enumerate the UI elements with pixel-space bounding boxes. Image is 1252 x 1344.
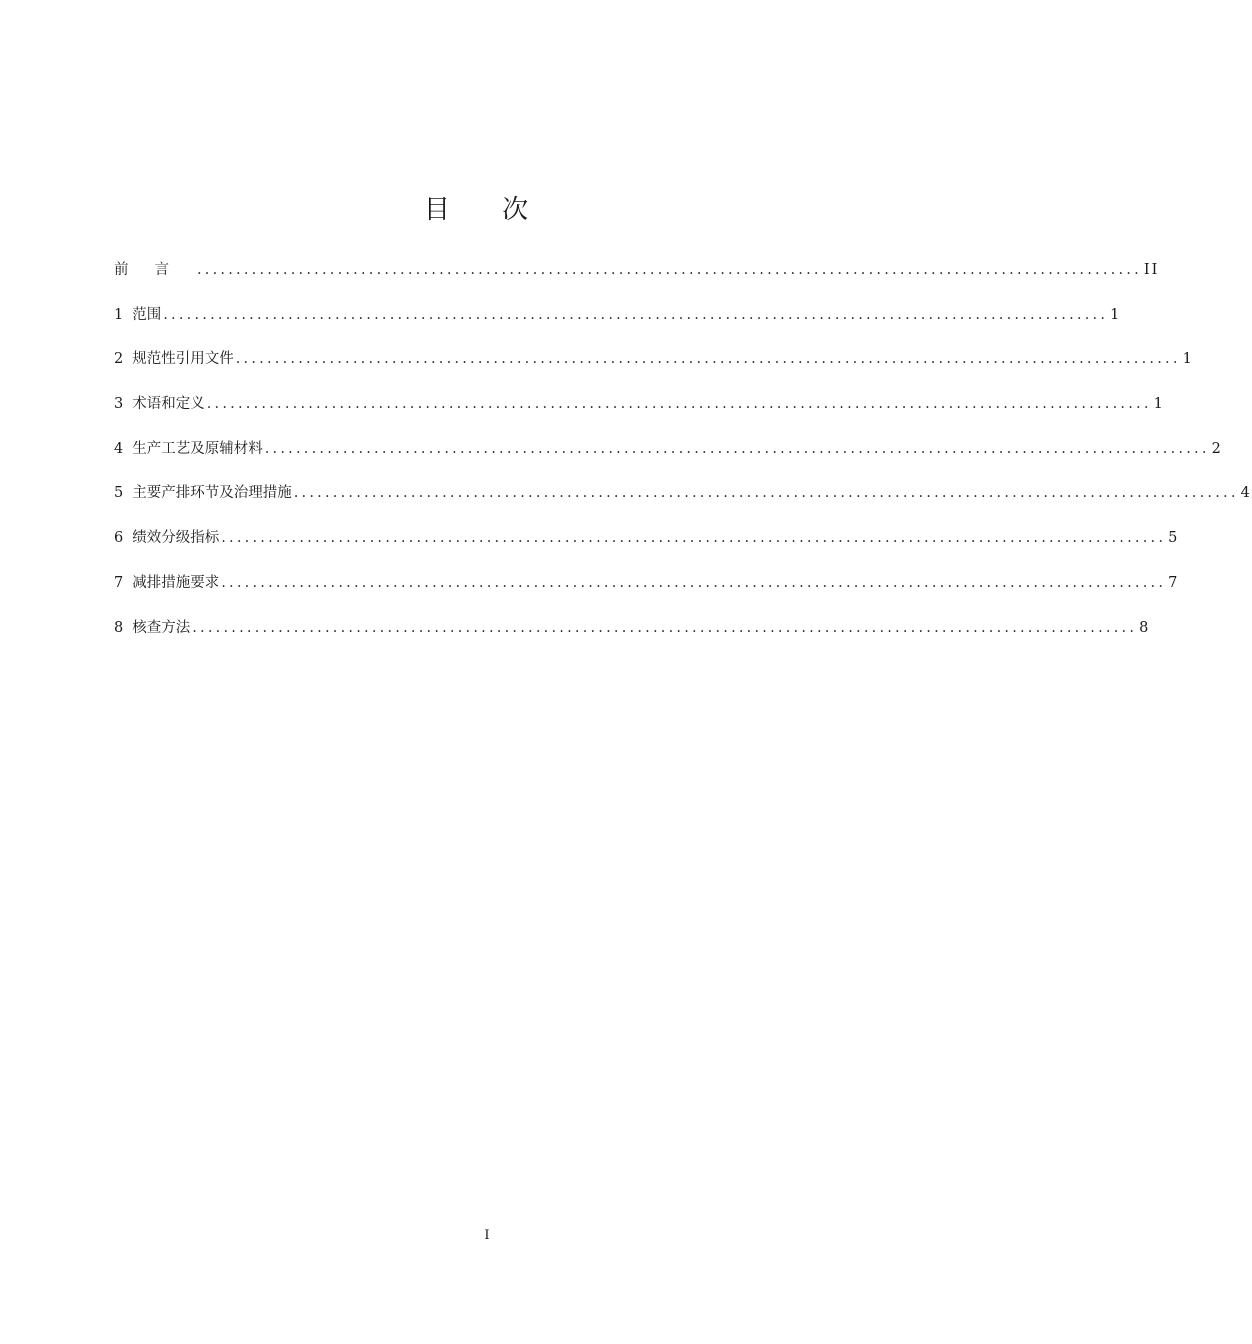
toc-entry-verification-methods[interactable] (114, 613, 1151, 658)
toc-entry-number: 4 (114, 440, 124, 457)
toc-entry-number: 7 (114, 574, 124, 591)
toc-entry-label (114, 523, 219, 553)
toc-dot-leader: ......................................................................................................................... (264, 440, 1210, 457)
toc-entry-text: 绩效分级指标 (132, 530, 220, 547)
toc-page-number: 1 (1153, 396, 1165, 413)
toc-entry-label (114, 434, 263, 464)
toc-dot-leader: ......................................................................................................................... (206, 396, 1152, 413)
toc-page-number: 2 (1211, 440, 1223, 457)
toc-page-number: 4 (1240, 485, 1252, 502)
toc-entry-label (114, 344, 234, 374)
toc-entry-text: 规范性引用文件 (132, 351, 234, 368)
toc-entry-number: 1 (114, 306, 124, 323)
toc-entry-production-process[interactable] (114, 434, 1223, 479)
toc-entry-terms-definitions[interactable] (114, 389, 1165, 434)
toc-entry-emission-links[interactable] (114, 478, 1252, 523)
toc-entry-normative-references[interactable] (114, 344, 1194, 389)
toc-page-number: 1 (1182, 351, 1194, 368)
toc-entry-text: 范围 (132, 306, 162, 323)
toc-entry-performance-indicators[interactable] (114, 523, 1180, 568)
toc-dot-leader: ......................................................................................................................... (163, 306, 1109, 323)
toc-entry-number: 5 (114, 485, 124, 502)
toc-entry-label (114, 568, 219, 598)
toc-entry-text: 前言 (114, 262, 195, 278)
page-title: 目 次 (423, 195, 551, 225)
toc-entry-label (114, 300, 161, 330)
toc-dot-leader: ......................................................................................................................... (235, 351, 1181, 368)
toc-dot-leader: ......................................................................................................................... (221, 530, 1167, 547)
toc-dot-leader: ......................................................................................................................... (293, 485, 1239, 502)
toc-entry-label (114, 255, 195, 285)
toc-entry-reduction-measures[interactable] (114, 568, 1180, 613)
toc-entry-foreword[interactable] (114, 255, 1160, 300)
toc-entry-number: 3 (114, 396, 124, 413)
toc-entry-scope[interactable] (114, 300, 1122, 345)
table-of-contents (114, 255, 1252, 657)
toc-page-number: 1 (1110, 306, 1122, 323)
toc-entry-text: 主要产排环节及治理措施 (132, 485, 292, 502)
toc-page-number: II (1143, 262, 1160, 278)
toc-page-number: 8 (1139, 619, 1151, 636)
toc-entry-text: 生产工艺及原辅材料 (132, 440, 263, 457)
toc-dot-leader: ......................................................................................................................... (192, 619, 1138, 636)
toc-entry-label (114, 478, 292, 508)
toc-dot-leader: ......................................................................................................................... (197, 262, 1142, 278)
toc-entry-text: 核查方法 (132, 619, 191, 636)
toc-entry-label (114, 613, 190, 643)
toc-page-number: 7 (1168, 574, 1180, 591)
toc-entry-number: 8 (114, 619, 124, 636)
toc-page-number: 5 (1168, 530, 1180, 547)
toc-entry-text: 减排措施要求 (132, 574, 220, 591)
toc-entry-number: 6 (114, 530, 124, 547)
toc-dot-leader: ......................................................................................................................... (221, 574, 1167, 591)
toc-entry-text: 术语和定义 (132, 396, 205, 413)
toc-entry-label (114, 389, 205, 419)
page-number-footer: I (484, 1228, 490, 1243)
toc-entry-number: 2 (114, 351, 124, 368)
